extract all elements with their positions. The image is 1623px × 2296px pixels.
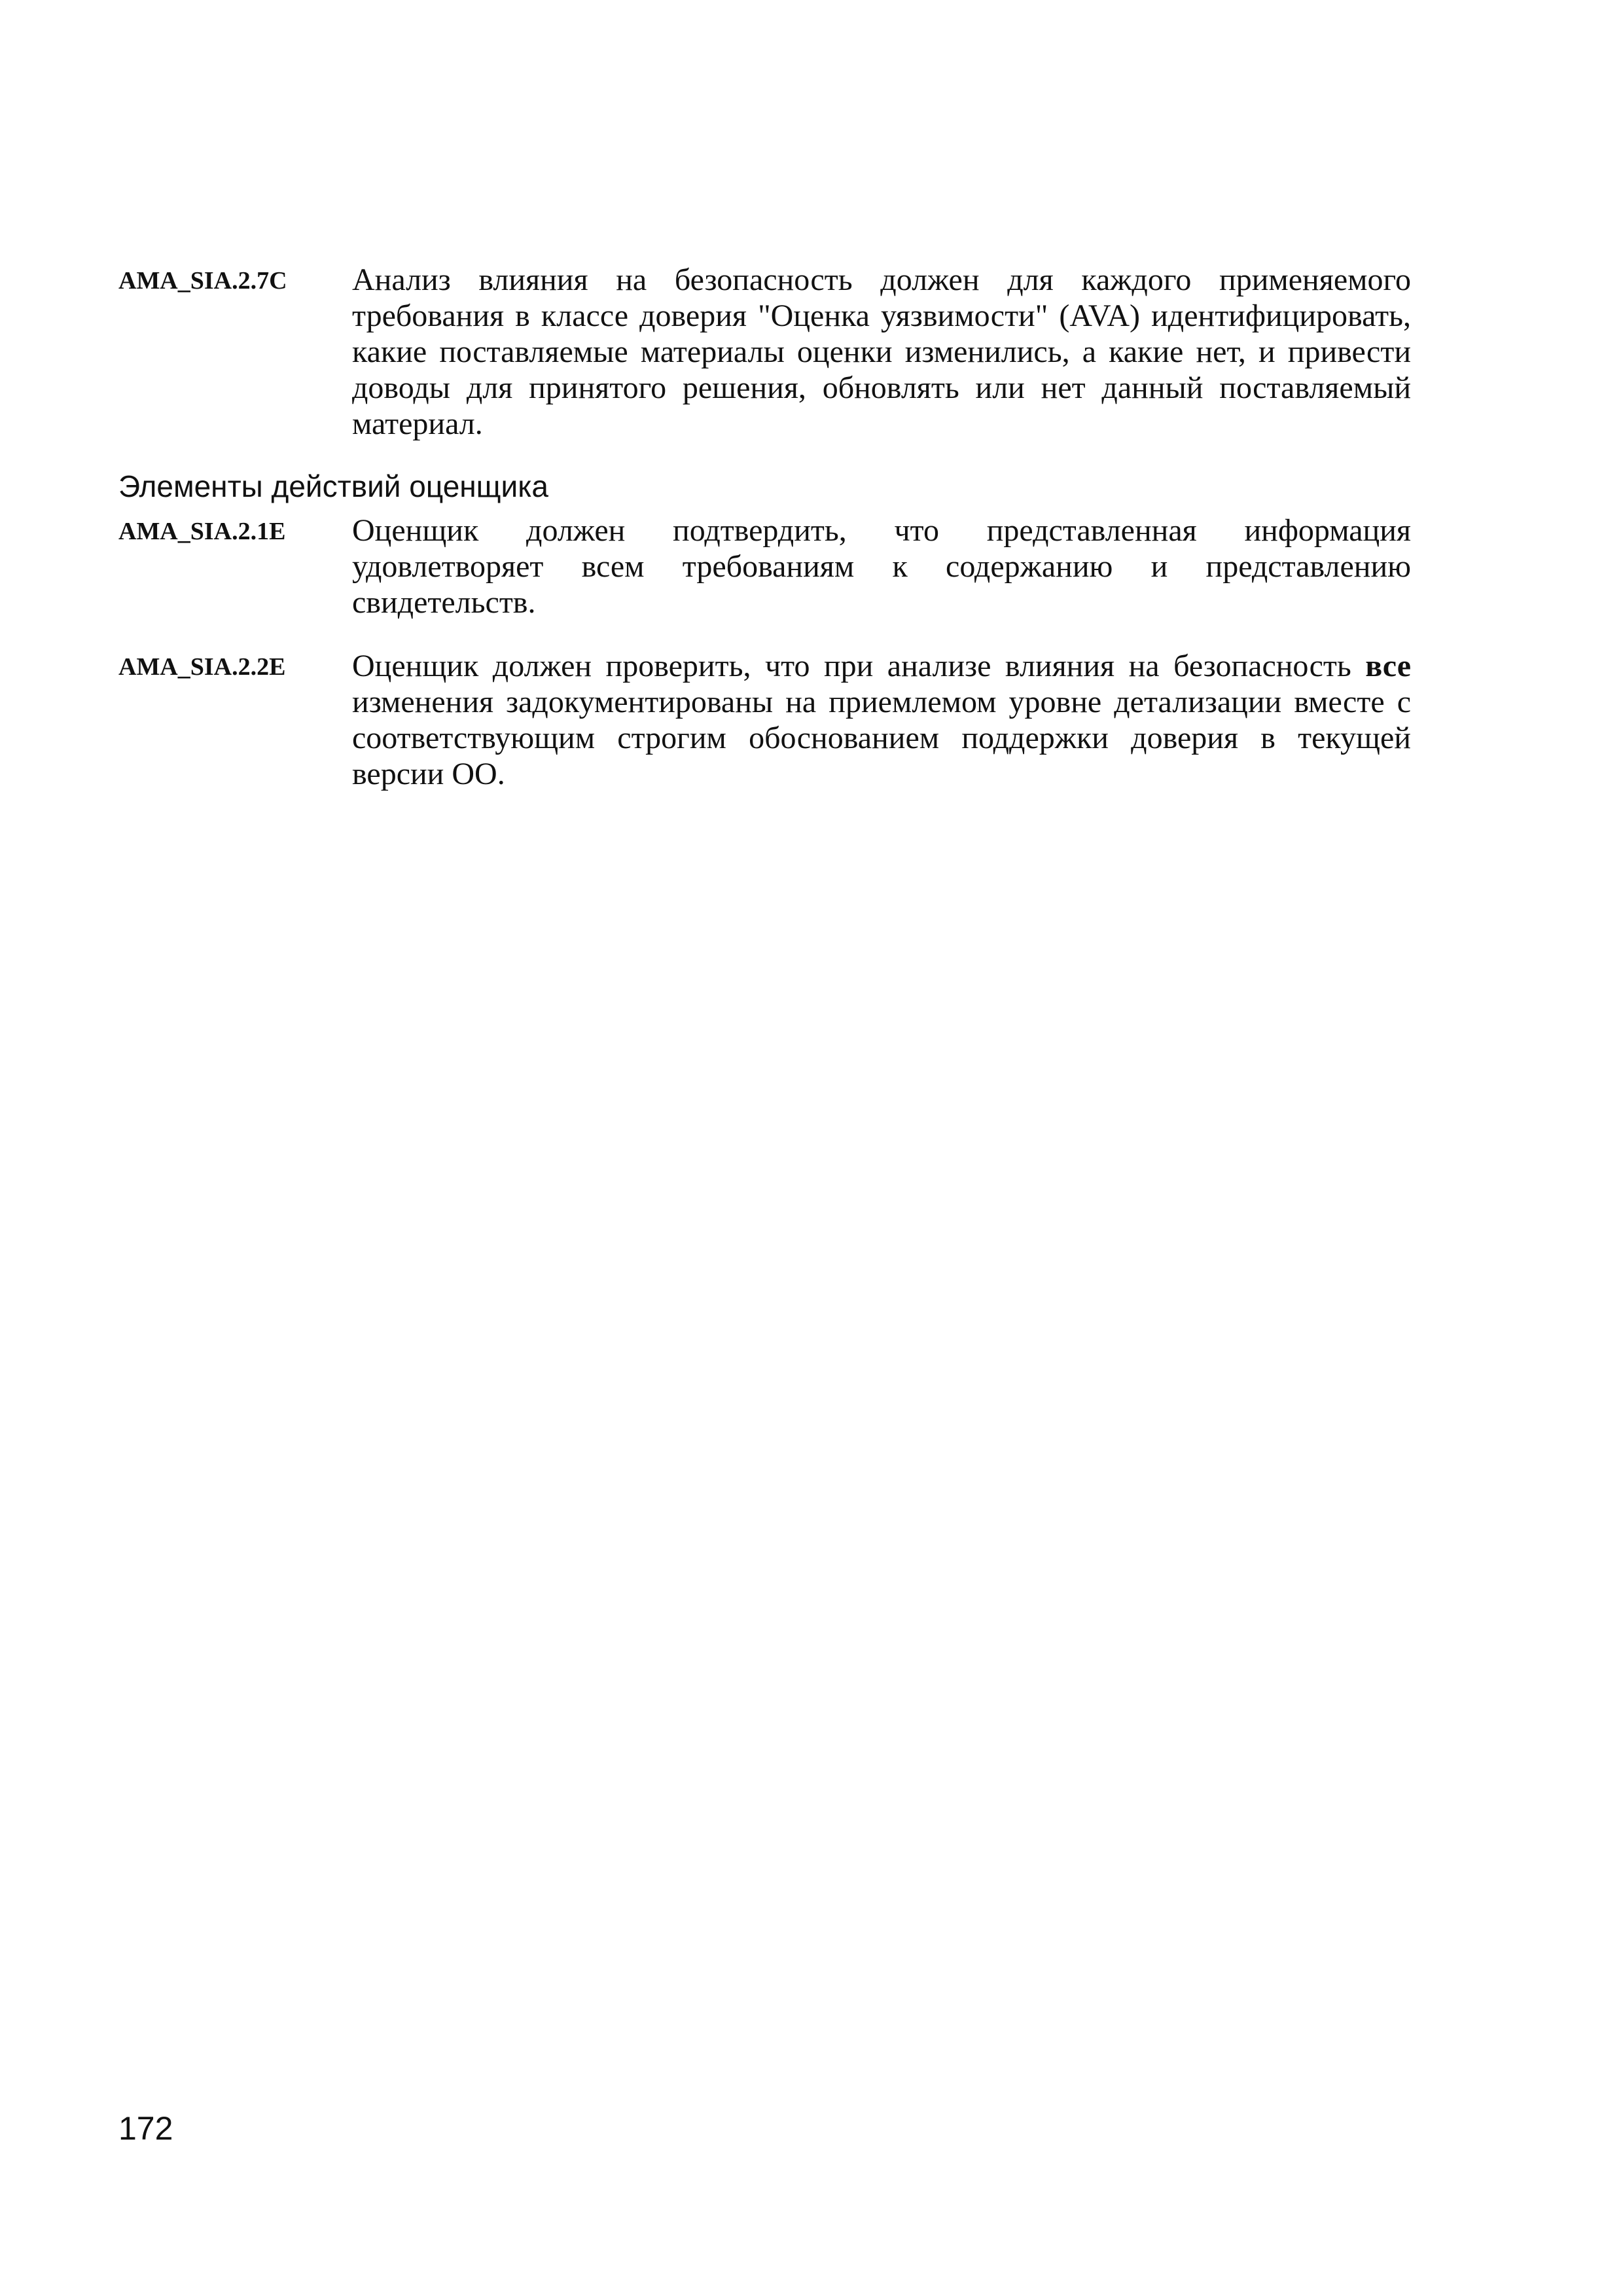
requirement-code: AMA_SIA.2.1E <box>118 518 286 545</box>
requirement-text: Анализ влияния на безопасность должен для каждого применяемого требования в классе доверия "Оценка уязвимости" (AVA) идентифицировать, какие поставляемые материалы оценки изменились, а какие нет, и привести доводы для принятого решения, обновлять или нет данный поставляемый материал. <box>352 262 1411 441</box>
requirement-text <box>352 648 1411 792</box>
requirement-text-part: Оценщик должен проверить, что при анализе влияния на безопасность <box>352 649 1366 683</box>
requirement-text: Оценщик должен подтвердить, что представленная информация удовлетворяет всем требованиям к содержанию и представлению свидетельств. <box>352 513 1411 620</box>
requirement-code: AMA_SIA.2.2E <box>118 653 286 681</box>
requirement-text-part: изменения задокументированы на приемлемом уровне детализации вместе с соответствующим строгим обоснованием поддержки доверия в текущей версии ОО. <box>352 685 1411 791</box>
requirement-code: AMA_SIA.2.7C <box>118 267 287 295</box>
requirement-item-7c <box>118 262 1411 442</box>
section-heading: Элементы действий оценщика <box>118 469 548 503</box>
page-content <box>118 262 1411 819</box>
requirement-item-2e <box>118 648 1411 792</box>
page-number: 172 <box>118 2110 173 2147</box>
requirement-text-emphasis: все <box>1365 649 1411 683</box>
requirement-item-1e <box>118 512 1411 620</box>
